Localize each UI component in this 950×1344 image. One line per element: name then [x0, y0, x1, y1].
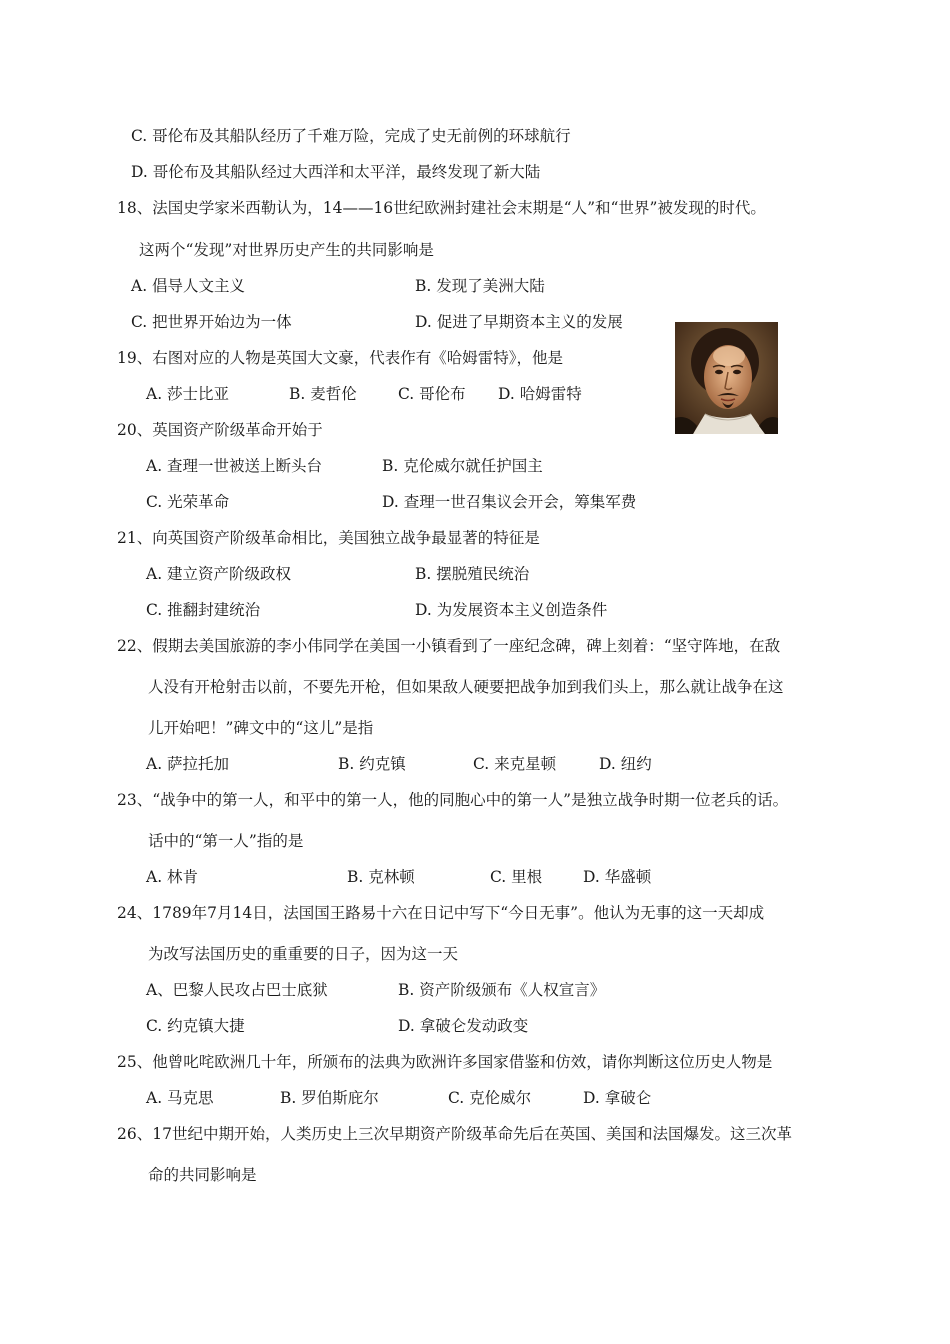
q23-option-c: C. 里根 — [490, 868, 543, 886]
q19-option-d: D. 哈姆雷特 — [498, 385, 582, 403]
question-26-cont: 命的共同影响是 — [148, 1166, 257, 1184]
q25-option-c: C. 克伦威尔 — [448, 1089, 532, 1107]
q20-option-b: B. 克伦威尔就任护国主 — [382, 457, 543, 475]
question-23: 23、“战争中的第一人，和平中的第一人，他的同胞心中的第一人”是独立战争时期一位老兵的话。 — [117, 791, 789, 809]
q18-option-a: A. 倡导人文主义 — [131, 277, 246, 295]
q21-option-d: D. 为发展资本主义创造条件 — [415, 601, 608, 619]
question-22-cont-1: 人没有开枪射击以前，不要先开枪，但如果敌人硬要把战争加到我们头上，那么就让战争在这 — [148, 678, 784, 696]
question-22-cont-2: 儿开始吧！”碑文中的“这儿”是指 — [148, 719, 374, 737]
question-19: 19、右图对应的人物是英国大文豪，代表作有《哈姆雷特》，他是 — [117, 349, 563, 367]
q22-option-d: D. 纽约 — [599, 755, 652, 773]
shakespeare-portrait — [675, 322, 778, 434]
q21-option-b: B. 摆脱殖民统治 — [415, 565, 530, 583]
q21-option-c: C. 推翻封建统治 — [146, 601, 261, 619]
q23-option-a: A. 林肯 — [146, 868, 199, 886]
question-25: 25、他曾叱咤欧洲几十年，所颁布的法典为欧洲许多国家借鉴和仿效，请你判断这位历史人物是 — [117, 1053, 773, 1071]
question-18-cont: 这两个“发现”对世界历史产生的共同影响是 — [139, 241, 434, 259]
q18-option-c: C. 把世界开始边为一体 — [131, 313, 292, 331]
q19-option-c: C. 哥伦布 — [398, 385, 466, 403]
q23-option-d: D. 华盛顿 — [583, 868, 652, 886]
q23-option-b: B. 克林顿 — [347, 868, 415, 886]
q22-option-a: A. 萨拉托加 — [146, 755, 230, 773]
question-20: 20、英国资产阶级革命开始于 — [117, 421, 323, 439]
q25-option-d: D. 拿破仑 — [583, 1089, 652, 1107]
q20-option-c: C. 光荣革命 — [146, 493, 230, 511]
q17-option-d: D. 哥伦布及其船队经过大西洋和太平洋，最终发现了新大陆 — [131, 163, 541, 181]
q20-option-a: A. 查理一世被送上断头台 — [146, 457, 323, 475]
question-26: 26、17世纪中期开始，人类历史上三次早期资产阶级革命先后在英国、美国和法国爆发。这三次革 — [117, 1125, 792, 1143]
q18-option-b: B. 发现了美洲大陆 — [415, 277, 545, 295]
q24-option-b: B. 资产阶级颁布《人权宣言》 — [398, 981, 606, 999]
q22-option-b: B. 约克镇 — [338, 755, 406, 773]
question-23-cont: 话中的“第一人”指的是 — [148, 832, 304, 850]
q24-option-a: A、巴黎人民攻占巴士底狱 — [146, 981, 328, 999]
question-18: 18、法国史学家米西勒认为，14——16世纪欧洲封建社会末期是“人”和“世界”被发现的时代。 — [117, 199, 766, 217]
q24-option-c: C. 约克镇大捷 — [146, 1017, 245, 1035]
q19-option-b: B. 麦哲伦 — [289, 385, 357, 403]
q19-option-a: A. 莎士比亚 — [146, 385, 230, 403]
question-24: 24、1789年7月14日，法国国王路易十六在日记中写下“今日无事”。他认为无事的这一天却成 — [117, 904, 765, 922]
q20-option-d: D. 查理一世召集议会开会，筹集军费 — [382, 493, 637, 511]
q25-option-a: A. 马克思 — [146, 1089, 214, 1107]
question-21: 21、向英国资产阶级革命相比，美国独立战争最显著的特征是 — [117, 529, 540, 547]
question-22: 22、假期去美国旅游的李小伟同学在美国一小镇看到了一座纪念碑，碑上刻着：“坚守阵地，在敌 — [117, 637, 781, 655]
q21-option-a: A. 建立资产阶级政权 — [146, 565, 292, 583]
q25-option-b: B. 罗伯斯庇尔 — [280, 1089, 379, 1107]
q24-option-d: D. 拿破仑发动政变 — [398, 1017, 529, 1035]
q18-option-d: D. 促进了早期资本主义的发展 — [415, 313, 623, 331]
question-24-cont: 为改写法国历史的重重要的日子，因为这一天 — [148, 945, 459, 963]
q17-option-c: C. 哥伦布及其船队经历了千难万险，完成了史无前例的环球航行 — [131, 127, 571, 145]
q22-option-c: C. 来克星顿 — [473, 755, 557, 773]
